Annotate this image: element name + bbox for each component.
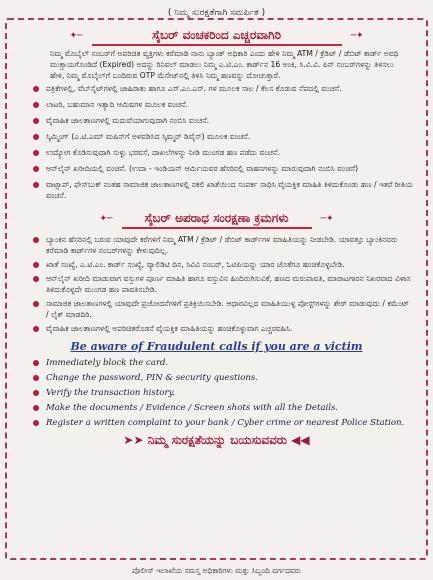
section2-list (10, 234, 423, 334)
list-item: Register a written complaint to your bank / Cyber crime or nearest Police Station. (32, 417, 417, 429)
list-item: ಸ್ಕಿಮ್ಮಿಂಗ್ (ಎ.ಟಿ.ಎಮ್ ಮಷಿನ್‌ಗೆ ಅಳವಡಿಸಿದ ಸ್ಕಿಮ್ಮರ್ ಡಿವೈಸ್) ಮೂಲಕ ವಂಚನೆ. (32, 131, 413, 142)
ornament-right-icon: ─✦ (320, 214, 334, 224)
section1-intro: ನಿಮ್ಮ ಮೊಬೈಲ್ ನಂಬರ್‌ಗೆ ಅಪರಿಚಿತ ವ್ಯಕ್ತಿಗಳು ಕರೆಮಾಡಿ ನಾನು ಬ್ಯಾಂಕ್ ಅಧಿಕಾರಿ ಎಂದು ಹೇಳಿ ನಿಮ್ಮ ATM / ಕ್ರೆಡಿಟ್ / ಡೆಬಿಟ್ ಕಾರ್ಡ್ ಅವಧಿ ಮುಕ್ತಾಯಗೊಂಡಿದೆ (Expired) ಅದನ್ನು ರಿನಿವಲ್ ಮಾಡಲು ನಿಮ್ಮ ಎ.ಟಿ.ಎಂ. ಕಾರ್ಡ್‌ನ 16 ಅಂಕಿ, ಸಿ.ವಿ.ವಿ. ಪಿನ್ ನಂಬರ್‌ಗಳನ್ನು ತಿಳಿಸಲು ಹೇಳಿ, ನಿಮ್ಮ ಮೊಬೈಲ್‌ಗೆ ಬಂದಿರುವ OTP ಮೆಸೇಜ್‌ನಲ್ಲಿ ತಿಳಿಸಿ ನಿಮ್ಮ ಹಣವನ್ನು ದೋಚುತ್ತಾರೆ. (50, 49, 399, 80)
list-item: Make the documents / Evidence / Screen shots with all the Details. (32, 402, 417, 414)
list-item: ಆನ್‌ಲೈನ್ ಖರೀದಿ ಮಾಡುವಾಗ ವಸ್ತುಗಳ ಪೂರ್ಣ ಮಾಹಿತಿ ಹಾಗೂ ವಸ್ತುವಿನ ಹಿಂದಿರುಗಿಸುವಿಕೆ, ಹಣದ ಮರುಪಾವತಿ, ಮಾರಾಟಗಾರನ ನಿಖರವಾದ ವಿಳಾಸ ತಿಳಿದುಕೊಳ್ಳದೇ ಮುಂಗಡ ಹಣ ಪಾವತಿಸಬೇಡಿ. (32, 273, 413, 295)
arrow-left-icon: ◀◀ (291, 433, 310, 447)
section2-title-text: ಸೈಬರ್ ಅಪರಾಧ ಸಂರಕ್ಷಣಾ ಕ್ರಮಗಳು (144, 211, 289, 225)
list-item: ವೈವಾಹಿಕ ಜಾಲತಾಣಗಳಲ್ಲಿ ಅಪರಿಚಿತರೊಡನೆ ವೈಯಕ್ತಿಕ ಮಾಹಿತಿಯನ್ನು ಹಂಚಿಕೊಳ್ಳುವಾಗ ಎಚ್ಚರವಹಿಸಿ. (32, 323, 413, 334)
list-item: ವಾಟ್ಸಾಪ್, ಫೇಸ್‌ಬುಕ್ ನಂತಹ ಸಾಮಾಜಿಕ ಜಾಲತಾಣಗಳಲ್ಲಿ ನಕಲಿ ಖಾತೆಯಿಂದ ಸಂಪರ್ಕ ಸಾಧಿಸಿ ವೈಯಕ್ತಿಕ ಮಾಹಿತಿ ತಿಳಿದುಕೊಂಡು ಹಣ / ಇತರೆ ರೀತಿಯ ವಂಚನೆ. (32, 179, 413, 201)
list-item: ಪತ್ರಿಕೆಗಳಲ್ಲಿ, ವೆಬ್‌ಸೈಟ್‌ಗಳಲ್ಲಿ ಜಾಹಿರಾತು ಹಾಗೂ ಎಸ್.ಎಂ.ಎಸ್. ಗಳ ಮೂಲಕ ಸಾಲ / ಕೆಲಸ ಕೊಡುವ ನೆಪದಲ್ಲಿ ವಂಚನೆ. (32, 83, 413, 94)
section3-list (10, 357, 423, 429)
list-item: Verify the transaction history. (32, 387, 417, 399)
list-item: ಉದ್ಯೋಗ ಕೊಡಿಸುವುದಾಗಿ ಸುಳ್ಳು ಭರವಸೆ, ದಾಖಲೆಗಳನ್ನು ನೀಡಿ ಮುಂಗಡ ಹಣ ಪಡೆದು ವಂಚನೆ. (32, 147, 413, 158)
list-item: Immediately block the card. (32, 357, 417, 369)
section1-title-text: ಸೈಬರ್ ವಂಚಕರಿಂದ ಎಚ್ಚರವಾಗಿರಿ (151, 28, 282, 42)
list-item: ಲಾಟರಿ, ಬಹುಮಾನ ಇತ್ಯಾದಿ ಆಮಿಷಗಳ ಮೂಲಕ ವಂಚನೆ. (32, 99, 413, 110)
arrow-right-icon: ➤➤ (123, 433, 148, 447)
ornament-right-icon: ─✦ (350, 31, 364, 41)
list-item: ಖಾತೆ ಸಂಖ್ಯೆ, ಎ.ಟಿ.ಎಂ. ಕಾರ್ಡ್ ಸಂಖ್ಯೆ, ವ್ಯಾಲಿಡಿಟಿ ದಿನ, ಸಿವಿವಿ ನಂಬರ್, ಓಟಿಪಿಯನ್ನು ಯಾರ ಜೊತೆಗೂ ಹಂಚಿಕೊಳ್ಳಬೇಡಿ. (32, 259, 413, 270)
closing-text: ನಿಮ್ಮ ಸುರಕ್ಷತೆಯನ್ನು ಬಯಸುವವರು (147, 433, 287, 447)
section1-title (69, 28, 364, 46)
footer-credit: ಪೊಲೀಸ್ ಇಲಾಖೆಯ ಸಮಸ್ತ ಅಧಿಕಾರಿಗಳು ಮತ್ತು ಸಿಬ್ಬಂದಿ ವರ್ಗದವರು (132, 566, 301, 575)
list-item: ಬ್ಯಾಂಕಿನ ಹೆಸರಿನಲ್ಲಿ ಬರುವ ಯಾವುದೇ ಕರೆಗಳಿಗೆ ನಿಮ್ಮ ATM / ಕ್ರೆಡಿಟ್ / ಡೆಬಿಟ್ ಕಾರ್ಡ್‌ಗಳ ಮಾಹಿತಿಯನ್ನು ನೀಡಬೇಡಿ. ಯಾವತ್ತೂ ಬ್ಯಾಂಕಿನವರು ಕರೆಮಾಡಿ ಕಾರ್ಡ್‌ಗಳ ನಂಬರ್‌ಗಳನ್ನು ಕೇಳುವುದಿಲ್ಲ. (32, 234, 413, 256)
section3-title: Be aware of Fraudulent calls if you are a victim (70, 340, 363, 353)
closing-line (10, 433, 423, 448)
list-item: ಸಾಮಾಜಿಕ ಜಾಲತಾಣಗಳಲ್ಲಿ ಯಾವುದೇ ಪ್ರಚೋದನೆಗಳಿಗೆ ಪ್ರತಿಕ್ರಿಯಿಸಬೇಡಿ. ಆಧಾರವಿಲ್ಲದ ಮಾಹಿತಿಯುಳ್ಳ ಪೋಸ್ಟ್‌ಗಳನ್ನು ಶೇರ್ ಮಾಡುವುದು / ಕಮೆಂಟ್ / ಲೈಕ್ ಮಾಡದಿರಿ. (32, 298, 413, 320)
ornament-left-icon: ✦─ (99, 214, 113, 224)
top-note: ( ನಿಮ್ಮ ಸುರಕ್ಷತೆಗಾಗಿ ಸಮರ್ಪಿತ ) (167, 8, 266, 18)
list-item: ವೈವಾಹಿಕ ಜಾಲತಾಣಗಳಲ್ಲಿ ಮದುವೆಯಾಗುವುದಾಗಿ ನಂಬಿಸಿ ವಂಚನೆ. (32, 115, 413, 126)
ornament-left-icon: ✦─ (69, 31, 83, 41)
section2-title (99, 211, 334, 229)
list-item: ಆನ್‌ಲೈನ್ ಖರೀದಿಯಲ್ಲಿ ವಂಚನೆ. (ಉದಾ - ಇಂಡಿಯನ್ ಆರ್ಮಿಯವರ ಹೆಸರಿನಲ್ಲಿ ವಾಹನಗಳನ್ನು ಮಾರುವುದಾಗಿ ನಂಬಿಸಿ ವಂಚನೆ) (32, 163, 413, 174)
list-item: Change the password, PIN & security questions. (32, 372, 417, 384)
section1-list (10, 83, 423, 201)
